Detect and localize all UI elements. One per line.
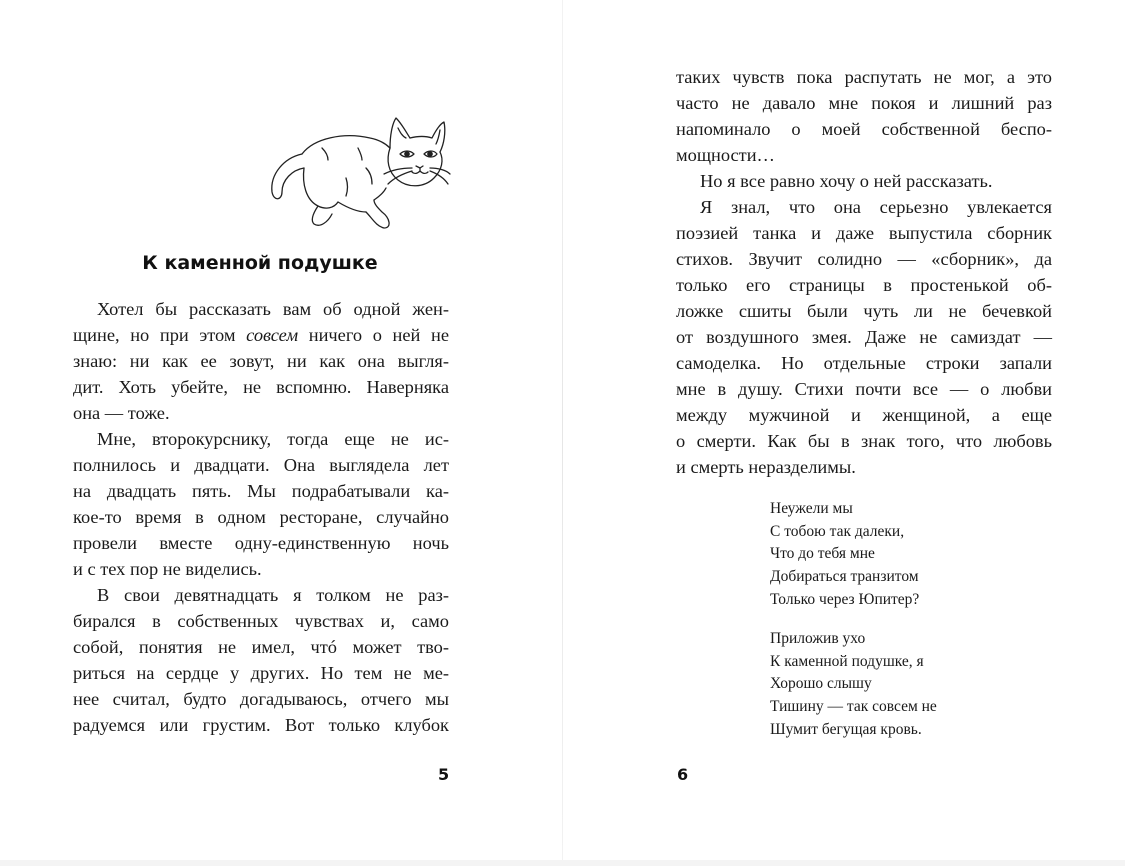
right-page	[563, 0, 1125, 866]
right-page-text	[676, 64, 1052, 480]
text-line: собой, понятия не имел, чтó может тво-	[73, 637, 449, 657]
text-line: нее считал, будто догадываюсь, отчего мы	[73, 689, 449, 709]
text-line: между мужчиной и женщиной, а еще	[676, 405, 1052, 425]
text-line: поэзией танка и даже выпустила сборник	[676, 223, 1052, 243]
text-line: Мне, второкурснику, тогда еще не ис-	[97, 429, 449, 449]
text-line: радуемся или грустим. Вот только клубок	[73, 715, 449, 735]
text-line: и смерть неразделимы.	[676, 457, 856, 477]
text-line: и с тех пор не виделись.	[73, 559, 262, 579]
text-line: бирался в собственных чувствах и, само	[73, 611, 449, 631]
text-line: Я знал, что она серьезно увлекается	[700, 197, 1052, 217]
text-fragment: щине, но при этом	[73, 325, 247, 345]
poem-line: Неужели мы	[770, 500, 853, 517]
text-line: мощности…	[676, 145, 775, 165]
text-line: провели вместе одну-единственную ночь	[73, 533, 449, 553]
text-line: стихов. Звучит солидно — «сборник», да	[676, 249, 1052, 269]
page-number: 5	[438, 765, 450, 784]
poem-stanza-1	[770, 498, 919, 611]
poem-line: Шумит бегущая кровь.	[770, 720, 922, 738]
left-page-text	[73, 296, 449, 738]
emphasis-text: совсем	[246, 325, 299, 345]
poem-line: Только через Юпитер?	[770, 590, 920, 608]
page-number: 6	[677, 765, 689, 784]
text-line	[73, 322, 449, 348]
poem-line: С тобою так далеки,	[770, 522, 905, 540]
poem-stanza-2	[770, 628, 937, 741]
text-line: Но я все равно хочу о ней рассказать.	[700, 171, 993, 191]
kitten-icon	[262, 108, 452, 240]
text-fragment: ничего о ней не	[298, 325, 449, 345]
text-line: Хотел бы рассказать вам об одной жен-	[97, 299, 449, 319]
text-line: на двадцать пять. Мы подрабатывали ка-	[73, 481, 449, 501]
poem-line: Добираться транзитом	[770, 568, 919, 586]
text-line: таких чувств пока распутать не мог, а это	[676, 67, 1052, 87]
poem-line: Хорошо слышу	[770, 675, 872, 693]
chapter-title: К каменной подушке	[142, 252, 378, 274]
text-line: от воздушного змея. Даже не самиздат —	[676, 327, 1052, 347]
text-line: ложке сшиты были чуть ли не бечевкой	[676, 301, 1052, 321]
text-line: кое-то время в одном ресторане, случайно	[73, 507, 449, 527]
text-line: риться на сердце у других. Но тем не ме-	[73, 663, 449, 683]
poem-line: Тишину — так совсем не	[770, 698, 937, 716]
text-line: только его страницы в простенькой об-	[676, 275, 1052, 295]
left-page	[0, 0, 562, 866]
text-line: мне в душу. Стихи почти все — о любви	[676, 379, 1052, 399]
poem-line: К каменной подушке, я	[770, 652, 924, 670]
text-line: дит. Хоть убейте, не вспомню. Наверняка	[73, 377, 449, 397]
text-line: напоминало о моей собственной беспо-	[676, 119, 1052, 139]
text-line: В свои девятнадцать я толком не раз-	[97, 585, 449, 605]
poem-line: Что до тебя мне	[770, 545, 875, 563]
poem-line: Приложив ухо	[770, 630, 866, 647]
text-line: самоделка. Но отдельные строки запали	[676, 353, 1052, 373]
text-line: часто не давало мне покоя и лишний раз	[676, 93, 1052, 113]
text-line: о смерти. Как бы в знак того, что любовь	[676, 431, 1052, 451]
text-line: полнилось и двадцати. Она выглядела лет	[73, 455, 449, 475]
text-line: знаю: ни как ее зовут, ни как она выгля-	[73, 351, 449, 371]
text-line: она — тоже.	[73, 403, 170, 423]
